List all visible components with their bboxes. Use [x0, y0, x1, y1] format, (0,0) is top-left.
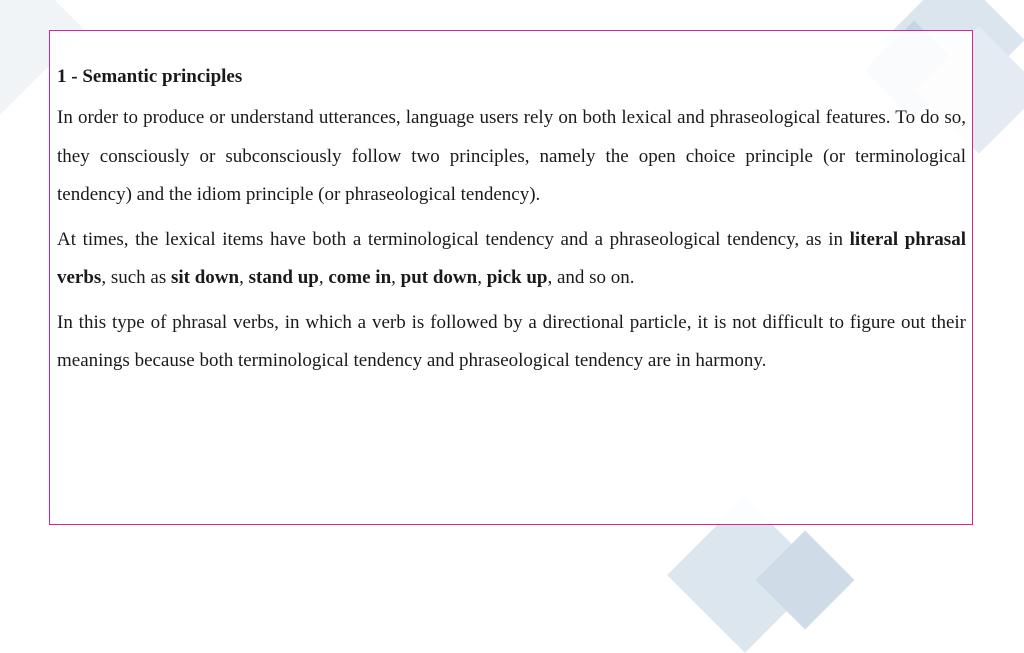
slide-heading: 1 - Semantic principles [57, 66, 243, 87]
paragraph-2 [57, 221, 966, 298]
term-literal-phrasal-verbs: literal phrasal verbs [57, 228, 966, 288]
paragraph-1: In order to produce or understand utterances, language users rely on both lexical and phraseological features. To do so, they consciously or subconsciously follow two principles, namely the open choice principle (or terminological tendency) and the idiom principle (or phraseological tendency). [57, 107, 966, 205]
example-4: put down [400, 267, 478, 288]
example-3: come in [328, 267, 392, 288]
separator: , [477, 267, 487, 288]
such-as-text: , such as [101, 267, 171, 288]
separator: , [239, 267, 249, 288]
example-1: sit down [170, 267, 240, 288]
example-5: pick up [486, 267, 548, 288]
paragraph-3: In this type of phrasal verbs, in which a verb is followed by a directional particle, it is not difficult to figure out their meanings because both terminological tendency and phraseological tendency are in harmony. [57, 311, 966, 371]
slide-content [57, 62, 966, 387]
paragraph-2-ending: , and so on. [547, 267, 635, 288]
separator: , [391, 267, 401, 288]
example-2: stand up [248, 267, 319, 288]
paragraph-2-intro: At times, the lexical items have both a terminological tendency and a phraseological tendency, as in [57, 228, 850, 250]
separator: , [318, 267, 329, 288]
